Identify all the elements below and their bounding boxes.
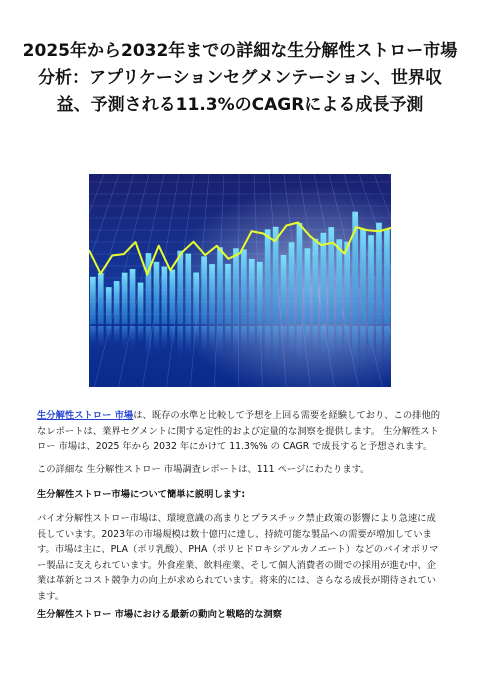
chart-bar-graphic bbox=[249, 259, 255, 324]
chart-bar-reflection bbox=[170, 326, 176, 351]
chart-bar-reflection bbox=[90, 326, 96, 347]
chart-bar-reflection bbox=[265, 326, 271, 369]
chart-bar-reflection bbox=[162, 326, 168, 352]
chart-bar-reflection bbox=[352, 326, 358, 377]
chart-bar-reflection bbox=[249, 326, 255, 355]
chart-bar-reflection bbox=[146, 326, 152, 358]
section2-heading: 生分解性ストロー 市場における最新の動向と戦略的な洞察 bbox=[37, 609, 282, 620]
chart-bar-reflection bbox=[233, 326, 239, 360]
chart-bar-graphic bbox=[122, 273, 128, 324]
chart-bar-graphic bbox=[106, 287, 112, 324]
chart-bar-graphic bbox=[201, 256, 207, 324]
chart-bar-graphic bbox=[241, 249, 247, 324]
chart-bar-reflection bbox=[313, 326, 319, 364]
chart-bar-graphic bbox=[289, 242, 295, 324]
chart-bar-reflection bbox=[225, 326, 231, 353]
chart-bar-reflection bbox=[321, 326, 327, 367]
chart-bar-reflection bbox=[209, 326, 215, 353]
chart-bar-reflection bbox=[257, 326, 263, 354]
chart-bar-graphic bbox=[328, 227, 334, 324]
chart-bar-reflection bbox=[201, 326, 207, 357]
chart-bar-graphic bbox=[98, 273, 104, 324]
chart-bar-graphic bbox=[384, 229, 390, 324]
chart-bar-graphic bbox=[217, 247, 223, 324]
chart-bar-reflection bbox=[130, 326, 136, 351]
chart-bar-reflection bbox=[368, 326, 374, 366]
section1-heading: 生分解性ストロー市場について簡単に説明します: bbox=[37, 489, 246, 500]
chart-bar-graphic bbox=[305, 248, 311, 324]
chart-bar-reflection bbox=[289, 326, 295, 363]
intro-text: は、既存の水準と比較して予想を上回る需要を経験しており、この排他的なレポートは、業界セグメントに関する定性的および定量的な洞察を提供します。 生分解性ストロー 市場は、2025 年から 2032 年にかけて 11.3%% の CAGR で成長すると予想されます。 bbox=[37, 410, 441, 452]
chart-bar-graphic bbox=[209, 264, 215, 324]
chart-bar-graphic bbox=[297, 223, 303, 324]
chart-bar-graphic bbox=[233, 248, 239, 324]
chart-bar-reflection bbox=[98, 326, 104, 349]
chart-bar-reflection bbox=[273, 326, 279, 370]
chart-bar-graphic bbox=[193, 273, 199, 325]
chart-bar-graphic bbox=[376, 223, 382, 324]
chart-bar-graphic bbox=[114, 281, 120, 324]
chart-bar-reflection bbox=[328, 326, 334, 370]
page-title: 2025年から2032年までの詳細な生分解性ストロー市場分析：アプリケーションセグメンテーション、世界収益、予測される11.3%のCAGRによる成長予測 bbox=[22, 41, 458, 115]
report-pages-text: この詳細な 生分解性ストロー 市場調査レポートは、111 ページにわたります。 bbox=[37, 464, 370, 475]
chart-bar-reflection bbox=[122, 326, 128, 349]
chart-bar-graphic bbox=[177, 251, 183, 324]
chart-bar-reflection bbox=[360, 326, 366, 369]
chart-bar-graphic bbox=[281, 255, 287, 324]
chart-bar-graphic bbox=[130, 269, 136, 324]
market-link[interactable]: 生分解性ストロー 市場 bbox=[37, 410, 134, 421]
chart-bar-reflection bbox=[241, 326, 247, 360]
chart-bar-reflection bbox=[106, 326, 112, 343]
section1-body: バイオ分解性ストロー市場は、環境意識の高まりとプラスチック禁止政策の影響により急速に成長しています。2023年の市場規模は数十億円に達し、持続可能な製品への需要が増加しています。市場は主に、PLA（ポリ乳酸）、PHA（ポリヒドロキシアルカノエート）などのバイオポリマー製品に支えられています。外食産業、飲料産業、そして個人消費者の間での採用が進む中、企業は革新とコスト競争力の向上が求められています。将来的には、さらなる成長が期待されています。 bbox=[37, 513, 439, 602]
chart-bar-graphic bbox=[321, 233, 327, 324]
chart-bar-graphic bbox=[170, 270, 176, 324]
chart-bar-reflection bbox=[384, 326, 390, 369]
chart-bar-graphic bbox=[257, 262, 263, 324]
chart-bar-reflection bbox=[154, 326, 160, 354]
chart-bar-reflection bbox=[344, 326, 350, 363]
hero-image bbox=[89, 174, 391, 387]
chart-bar-graphic bbox=[185, 254, 191, 324]
chart-bar-reflection bbox=[193, 326, 199, 349]
chart-bar-reflection bbox=[114, 326, 120, 345]
chart-bar-reflection bbox=[376, 326, 382, 372]
chart-bar-reflection bbox=[281, 326, 287, 357]
chart-bar-graphic bbox=[225, 264, 231, 324]
chart-bar-graphic bbox=[138, 283, 144, 324]
intro-paragraph bbox=[37, 408, 443, 455]
financial-chart-image bbox=[89, 174, 391, 387]
chart-bar-reflection bbox=[217, 326, 223, 361]
chart-bar-reflection bbox=[138, 326, 144, 345]
chart-bar-reflection bbox=[336, 326, 342, 364]
chart-bar-graphic bbox=[90, 277, 96, 324]
chart-bar-graphic bbox=[162, 267, 168, 324]
chart-bar-reflection bbox=[185, 326, 191, 358]
chart-bar-reflection bbox=[177, 326, 183, 359]
chart-bar-graphic bbox=[265, 229, 271, 324]
chart-bar-graphic bbox=[154, 262, 160, 324]
chart-bar-reflection bbox=[305, 326, 311, 360]
chart-bar-graphic bbox=[360, 229, 366, 324]
chart-bar-graphic bbox=[313, 239, 319, 324]
chart-bar-graphic bbox=[336, 239, 342, 324]
chart-bar-graphic bbox=[368, 235, 374, 324]
chart-bar-reflection bbox=[297, 326, 303, 372]
